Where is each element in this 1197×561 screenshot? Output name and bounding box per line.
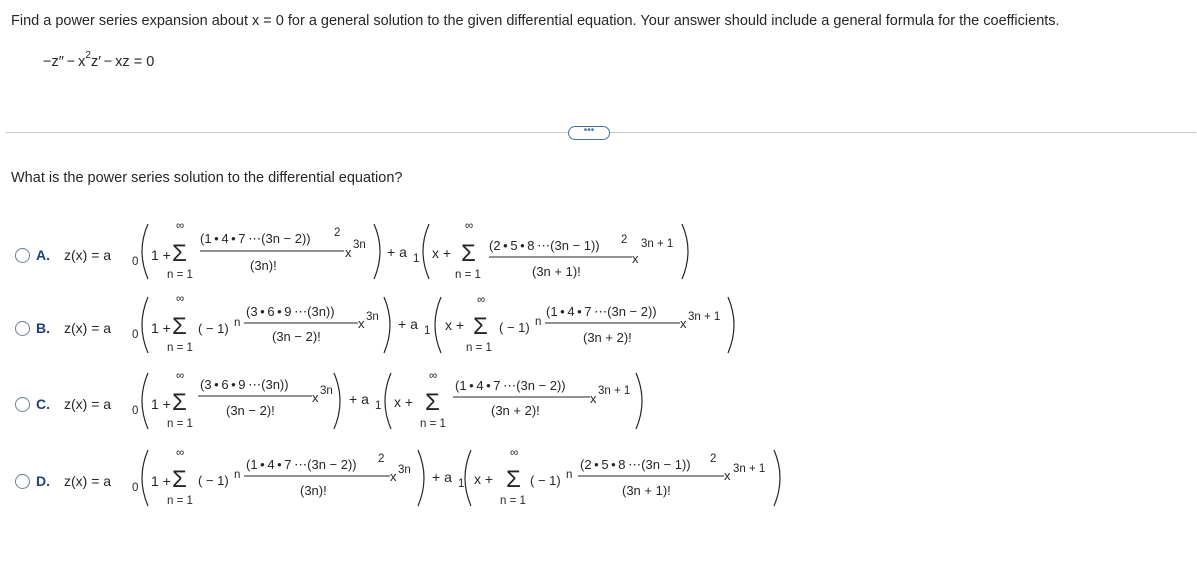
plus-a: + a xyxy=(349,391,369,407)
sum-bottom: n = 1 xyxy=(167,269,193,281)
sum-top-2: ∞ xyxy=(477,294,486,306)
sign-exp-2: n xyxy=(535,316,542,328)
right-bracket-2 xyxy=(682,224,688,279)
sum-top-2: ∞ xyxy=(465,220,474,232)
one-plus: 1 + xyxy=(151,473,171,489)
x-1: x xyxy=(358,316,365,331)
x-plus: x + xyxy=(445,317,465,333)
one-plus: 1 + xyxy=(151,396,171,412)
right-bracket-1 xyxy=(384,297,390,353)
sigma-2: Σ xyxy=(473,313,488,340)
choice-a-formula xyxy=(0,212,800,282)
term2-denominator: (3n + 1)! xyxy=(532,264,581,279)
a-subscript: 1 xyxy=(375,400,382,412)
expand-button[interactable]: ••• xyxy=(568,126,610,140)
x-1: x xyxy=(345,245,352,260)
sum-bottom: n = 1 xyxy=(167,418,193,430)
plus-a: + a xyxy=(398,316,418,332)
problem-prompt: Find a power series expansion about x = 0 for a general solution to the given differential equation. Your answer should include a general formula for the coefficients. xyxy=(11,13,1060,29)
term2-denominator: (3n + 2)! xyxy=(583,330,632,345)
left-bracket-2 xyxy=(385,373,391,429)
choice-b-letter: B. xyxy=(36,320,50,336)
plus-a: + a xyxy=(432,469,452,485)
sign-1: ( − 1) xyxy=(198,473,229,488)
left-bracket-2 xyxy=(423,224,429,279)
sigma-2: Σ xyxy=(425,389,440,416)
sum-top-2: ∞ xyxy=(510,447,519,459)
equation-exponent: 2 xyxy=(85,50,91,61)
sigma-1: Σ xyxy=(172,466,187,493)
left-bracket-1 xyxy=(142,373,148,429)
term2-denominator: (3n + 1)! xyxy=(622,483,671,498)
sigma-1: Σ xyxy=(172,313,187,340)
choice-a-letter: A. xyxy=(36,247,50,263)
left-bracket-1 xyxy=(142,450,148,506)
right-bracket-1 xyxy=(418,450,424,506)
x-plus: x + xyxy=(474,471,494,487)
term1-denominator: (3n)! xyxy=(300,483,327,498)
lhs-subscript: 0 xyxy=(132,482,139,494)
plus-a: + a xyxy=(387,244,407,260)
term2-numerator: (1 • 4 • 7 ⋯(3n − 2)) xyxy=(546,304,657,319)
one-plus: 1 + xyxy=(151,247,171,263)
sum-bottom-2: n = 1 xyxy=(420,418,446,430)
term2-power: 3n + 1 xyxy=(688,311,721,323)
equation-left: −z″ − x xyxy=(43,53,86,70)
x-2: x xyxy=(680,316,687,331)
left-bracket-2 xyxy=(465,450,471,506)
term1-power: 3n xyxy=(398,464,411,476)
sum-bottom-2: n = 1 xyxy=(500,495,526,507)
left-bracket-1 xyxy=(142,224,148,279)
lhs: z(x) = a xyxy=(64,396,112,412)
term1-power: 3n xyxy=(353,239,366,251)
sum-top: ∞ xyxy=(176,447,185,459)
sign-exp-1: n xyxy=(234,317,241,329)
x-plus: x + xyxy=(394,394,414,410)
differential-equation xyxy=(43,52,154,70)
x-2: x xyxy=(632,251,639,266)
sigma-2: Σ xyxy=(506,466,521,493)
sigma-1: Σ xyxy=(172,389,187,416)
sum-bottom: n = 1 xyxy=(167,342,193,354)
left-bracket-2 xyxy=(435,297,441,353)
lhs: z(x) = a xyxy=(64,473,112,489)
a-subscript: 1 xyxy=(458,478,465,490)
term2-num-exp: 2 xyxy=(710,453,717,465)
term2-denominator: (3n + 2)! xyxy=(491,403,540,418)
right-bracket-2 xyxy=(728,297,734,353)
sign-1: ( − 1) xyxy=(198,321,229,336)
question-text: What is the power series solution to the differential equation? xyxy=(11,170,403,186)
equation-right: z′ − xz = 0 xyxy=(90,53,155,70)
term1-num-exp: 2 xyxy=(378,453,385,465)
x-plus: x + xyxy=(432,245,452,261)
term1-numerator: (3 • 6 • 9 ⋯(3n)) xyxy=(200,377,289,392)
term2-num-exp: 2 xyxy=(621,234,628,246)
x-1: x xyxy=(312,390,319,405)
right-bracket-1 xyxy=(374,224,380,279)
lhs-subscript: 0 xyxy=(132,329,139,341)
choice-c-formula xyxy=(0,366,800,436)
sum-top-2: ∞ xyxy=(429,370,438,382)
term1-numerator: (1 • 4 • 7 ⋯(3n − 2)) xyxy=(200,231,311,246)
one-plus: 1 + xyxy=(151,320,171,336)
term1-numerator: (3 • 6 • 9 ⋯(3n)) xyxy=(246,304,335,319)
term1-numerator: (1 • 4 • 7 ⋯(3n − 2)) xyxy=(246,457,357,472)
choice-b-formula xyxy=(0,288,800,358)
x-1: x xyxy=(390,469,397,484)
term1-denominator: (3n − 2)! xyxy=(226,403,275,418)
right-bracket-1 xyxy=(334,373,340,429)
sigma-1: Σ xyxy=(172,240,187,267)
choice-c-letter: C. xyxy=(36,396,50,412)
left-bracket-1 xyxy=(142,297,148,353)
term2-power: 3n + 1 xyxy=(598,385,631,397)
sign-exp-2: n xyxy=(566,469,573,481)
choice-d-letter: D. xyxy=(36,473,50,489)
term2-power: 3n + 1 xyxy=(641,238,674,250)
term2-numerator: (1 • 4 • 7 ⋯(3n − 2)) xyxy=(455,378,566,393)
x-2: x xyxy=(724,468,731,483)
sum-top: ∞ xyxy=(176,370,185,382)
sum-bottom: n = 1 xyxy=(167,495,193,507)
right-bracket-2 xyxy=(636,373,642,429)
right-bracket-2 xyxy=(774,450,780,506)
sum-bottom-2: n = 1 xyxy=(466,342,492,354)
choice-d-formula xyxy=(0,443,800,513)
lhs-subscript: 0 xyxy=(132,405,139,417)
sigma-2: Σ xyxy=(461,240,476,267)
term2-numerator: (2 • 5 • 8 ⋯(3n − 1)) xyxy=(580,457,691,472)
sign-2: ( − 1) xyxy=(530,473,561,488)
term1-num-exp: 2 xyxy=(334,227,341,239)
lhs: z(x) = a xyxy=(64,320,112,336)
x-2: x xyxy=(590,391,597,406)
term1-denominator: (3n − 2)! xyxy=(272,329,321,344)
lhs: z(x) = a xyxy=(64,247,112,263)
term1-denominator: (3n)! xyxy=(250,258,277,273)
term2-numerator: (2 • 5 • 8 ⋯(3n − 1)) xyxy=(489,238,600,253)
term1-power: 3n xyxy=(320,385,333,397)
lhs-subscript: 0 xyxy=(132,256,139,268)
a-subscript: 1 xyxy=(413,253,420,265)
sum-top: ∞ xyxy=(176,220,185,232)
term1-power: 3n xyxy=(366,311,379,323)
sign-2: ( − 1) xyxy=(499,320,530,335)
a-subscript: 1 xyxy=(424,325,431,337)
sign-exp-1: n xyxy=(234,469,241,481)
sum-top: ∞ xyxy=(176,293,185,305)
term2-power: 3n + 1 xyxy=(733,463,766,475)
sum-bottom-2: n = 1 xyxy=(455,269,481,281)
